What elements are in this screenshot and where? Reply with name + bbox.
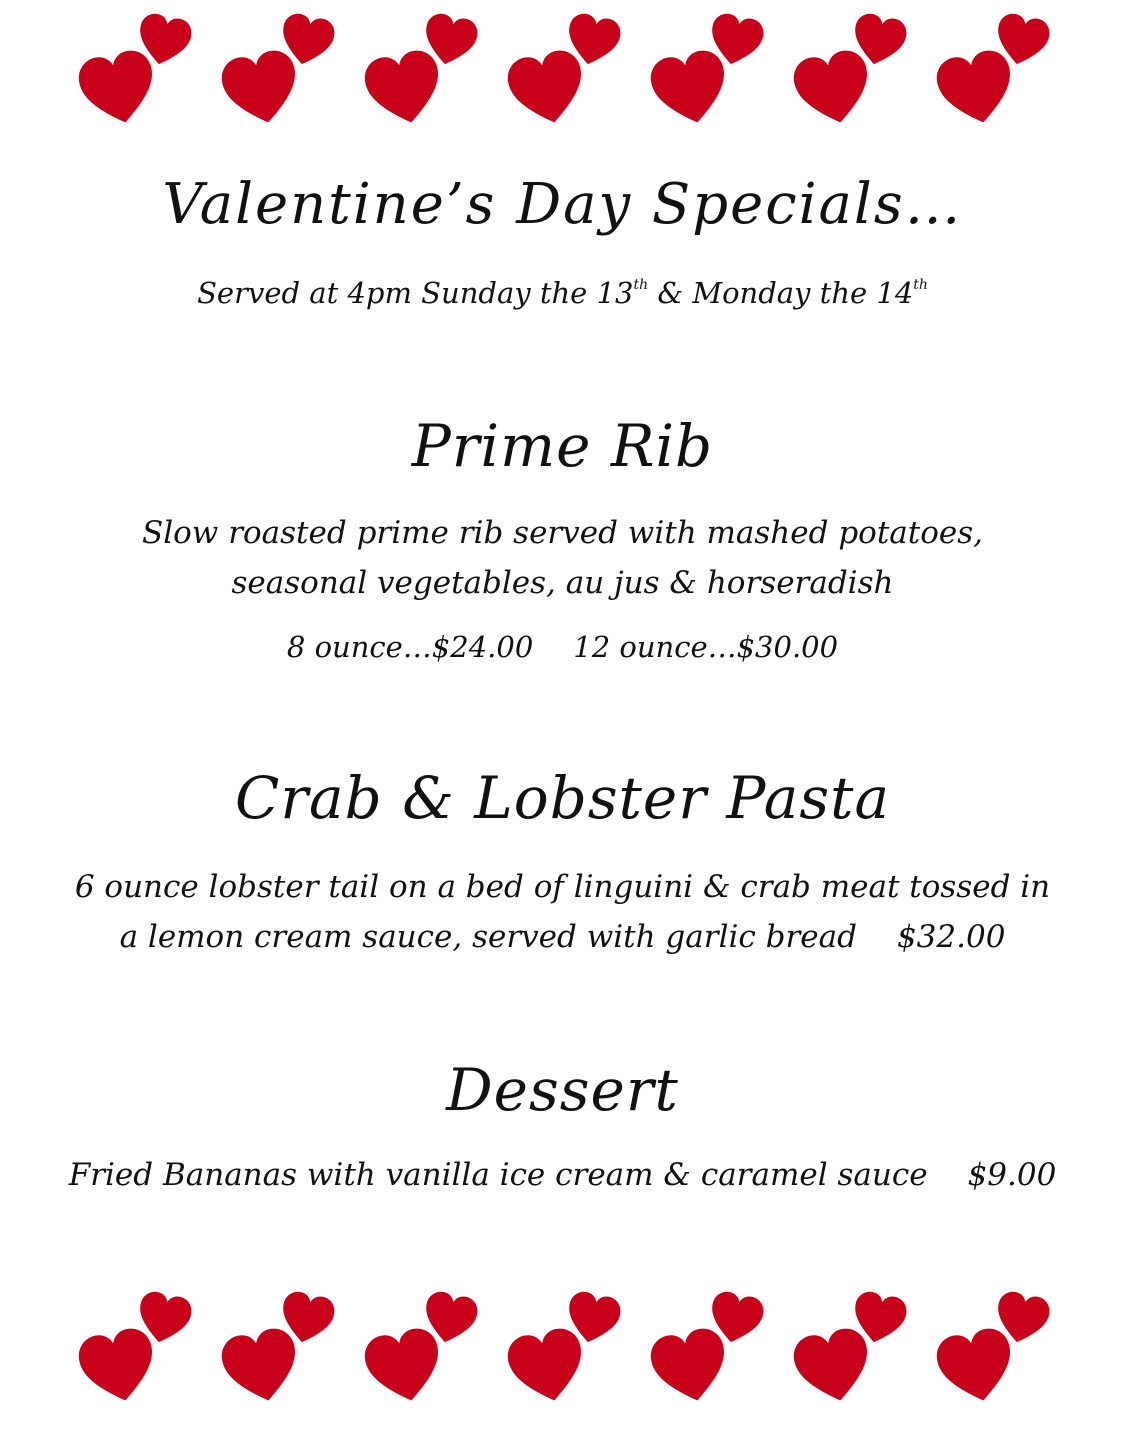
dessert-description-text: Fried Bananas with vanilla ice cream & caramel sauce [68,1157,928,1193]
heart-pair [78,1290,208,1415]
heart-pair [507,12,637,137]
heart-icon [708,12,764,68]
heart-pair [650,12,780,137]
heart-icon [565,12,621,68]
heart-pair [650,1290,780,1415]
heart-icon [565,1290,621,1346]
subtitle-ordinal-1: th [633,277,649,293]
crab-lobster-description-text: a lemon cream sauce, served with garlic bread [119,919,857,955]
heart-icon [994,1290,1050,1346]
subtitle-middle: & Monday the 14 [648,276,914,310]
dessert-price: $9.00 [967,1157,1057,1193]
prime-rib-description-line-2: seasonal vegetables, au jus & horseradish [231,565,894,601]
heart-pair [793,1290,923,1415]
dessert-heading: Dessert [446,1056,679,1124]
heart-icon [851,12,907,68]
prime-rib-prices [0,630,1125,664]
crab-lobster-description [0,862,1125,962]
heart-pair [78,12,208,137]
menu-subtitle [0,276,1125,310]
heart-pair [936,1290,1066,1415]
prime-rib-description [0,508,1125,608]
heart-icon [136,12,192,68]
heart-icon [422,12,478,68]
menu-title: Valentine’s Day Specials… [162,172,963,237]
heart-icon [136,1290,192,1346]
prime-rib-price-8oz: 8 ounce…$24.00 [286,630,534,664]
heart-icon [279,12,335,68]
crab-lobster-description-line-1: 6 ounce lobster tail on a bed of linguini & crab meat tossed in [74,869,1051,905]
heart-icon [279,1290,335,1346]
heart-pair [364,1290,494,1415]
dessert-description [0,1150,1125,1200]
crab-lobster-description-line-2 [0,912,1125,962]
heart-icon [708,1290,764,1346]
heart-pair [507,1290,637,1415]
crab-lobster-heading: Crab & Lobster Pasta [234,764,891,832]
subtitle-prefix: Served at 4pm Sunday the 13 [197,276,634,310]
top-heart-border [0,12,1125,142]
heart-pair [936,12,1066,137]
subtitle-ordinal-2: th [913,277,928,293]
crab-lobster-price: $32.00 [896,919,1006,955]
heart-icon [851,1290,907,1346]
heart-pair [364,12,494,137]
prime-rib-heading: Prime Rib [411,412,714,480]
prime-rib-price-12oz: 12 ounce…$30.00 [573,630,839,664]
bottom-heart-border [0,1290,1125,1420]
heart-pair [221,1290,351,1415]
heart-icon [994,12,1050,68]
heart-pair [221,12,351,137]
heart-icon [422,1290,478,1346]
heart-pair [793,12,923,137]
prime-rib-description-line-1: Slow roasted prime rib served with mashed potatoes, [141,515,983,551]
